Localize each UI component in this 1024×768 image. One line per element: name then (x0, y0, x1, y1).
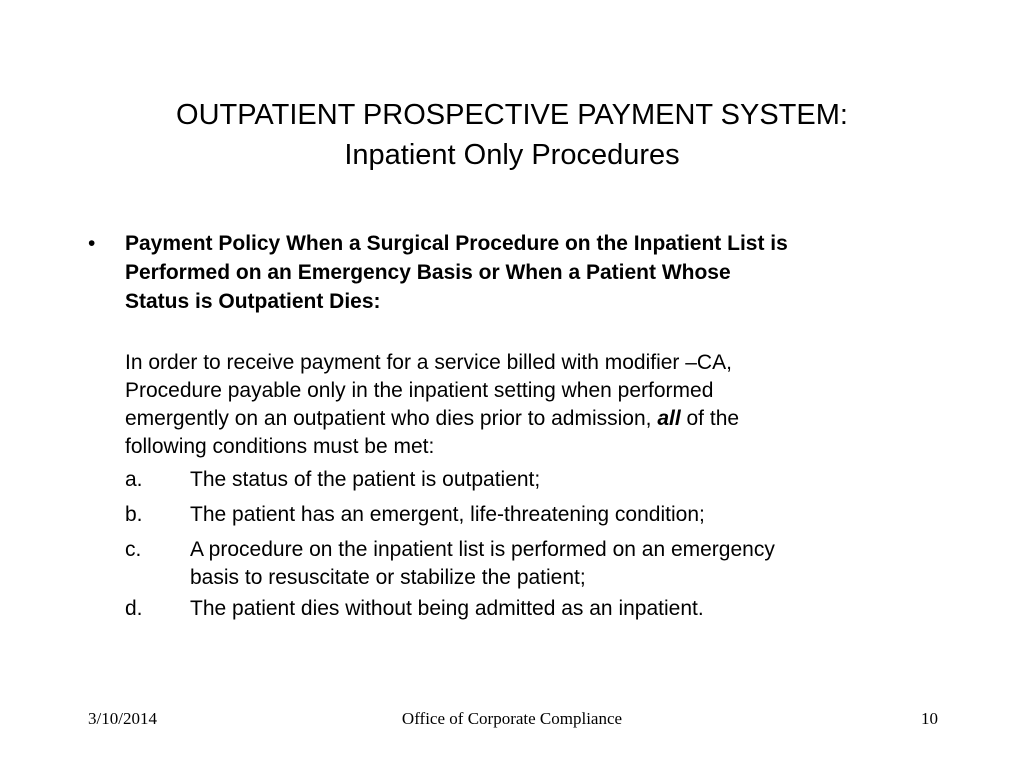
list-marker: b. (125, 503, 143, 526)
title-line-1: OUTPATIENT PROSPECTIVE PAYMENT SYSTEM: (176, 99, 848, 131)
condition-text: A procedure on the inpatient list is performed on an emergency (190, 538, 775, 561)
bullet-heading (125, 229, 955, 316)
heading-line: Performed on an Emergency Basis or When a Patient Whose (125, 261, 731, 284)
body-paragraph (125, 349, 955, 461)
condition-text: basis to resuscitate or stabilize the patient; (190, 566, 586, 589)
condition-text: The status of the patient is outpatient; (190, 468, 541, 491)
bullet-point: • (88, 232, 96, 255)
heading-line: Payment Policy When a Surgical Procedure on the Inpatient List is (125, 232, 788, 255)
title-line-2: Inpatient Only Procedures (344, 139, 680, 171)
list-marker: a. (125, 468, 143, 491)
list-marker: d. (125, 597, 143, 620)
footer-organization: Office of Corporate Compliance (401, 709, 623, 728)
body-text: of the (680, 407, 740, 430)
body-text: emergently on an outpatient who dies prior to admission, (125, 407, 658, 430)
emphasis-text: all (657, 407, 681, 430)
body-line (125, 405, 955, 433)
footer-page-number: 10 (921, 709, 938, 728)
body-line: Procedure payable only in the inpatient setting when performed (125, 379, 714, 402)
list-marker: c. (125, 538, 142, 561)
footer-date: 3/10/2014 (88, 709, 157, 728)
condition-text: The patient has an emergent, life-threatening condition; (190, 503, 705, 526)
body-line: following conditions must be met: (125, 435, 435, 458)
slide-title (0, 95, 1024, 175)
heading-line: Status is Outpatient Dies: (125, 290, 381, 313)
condition-text: The patient dies without being admitted as an inpatient. (190, 597, 704, 620)
body-line: In order to receive payment for a service billed with modifier –CA, (125, 351, 732, 374)
